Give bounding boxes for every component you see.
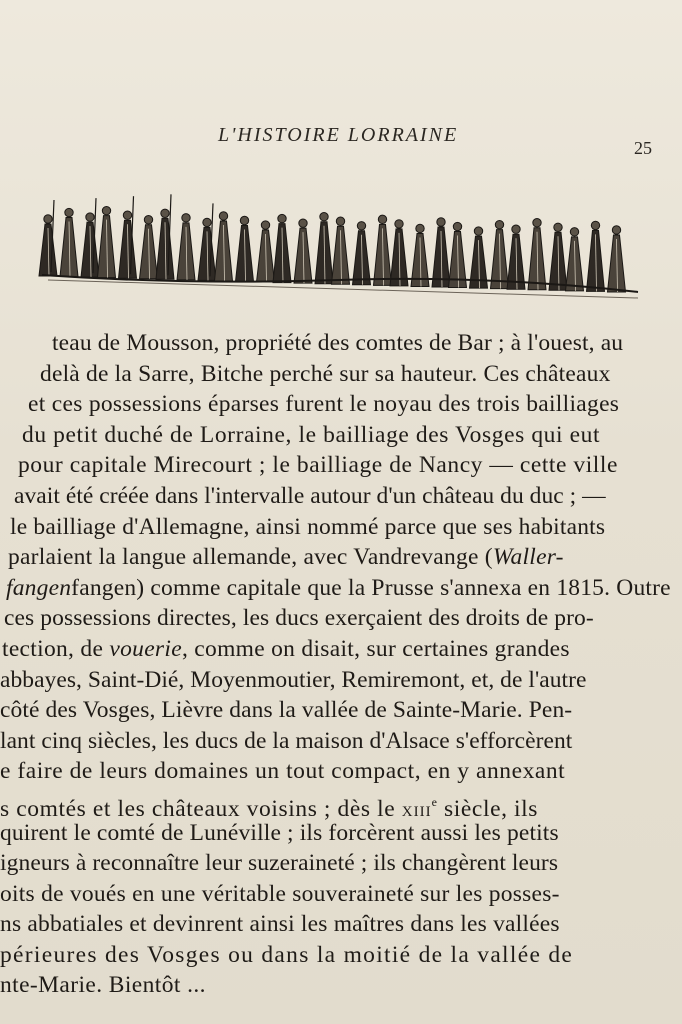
procession-figure bbox=[470, 227, 488, 288]
text-line-1: teau de Mousson, propriété des comtes de Bar ; à l'ouest, au bbox=[52, 330, 624, 356]
text-line-8-main: parlaient la langue allemande, avec Vandrevange ( bbox=[8, 544, 493, 571]
text-line-18: igneurs à reconnaître leur suzeraineté ; ils changèrent leurs bbox=[0, 850, 559, 877]
text-line-11-main: tection, de bbox=[2, 635, 110, 662]
procession-figure bbox=[411, 224, 429, 286]
procession-figure bbox=[60, 208, 78, 276]
text-line-15: e faire de leurs domaines un tout compact, en y annexant bbox=[0, 758, 566, 785]
text-line-11-rest: , comme on disait, sur certaines grandes bbox=[181, 635, 570, 662]
text-line-16 bbox=[0, 787, 682, 822]
text-line-19: oits de voués en une véritable souveraineté sur les posses- bbox=[0, 880, 560, 907]
text-line-7: le bailliage d'Allemagne, ainsi nommé parce que ses habitants bbox=[10, 513, 606, 540]
procession-figure bbox=[549, 223, 567, 290]
procession-figure bbox=[236, 216, 254, 281]
text-line-16-sup: e bbox=[431, 794, 438, 809]
procession-figure bbox=[39, 200, 57, 276]
text-line-10: ces possessions directes, les ducs exerçaient des droits de pro- bbox=[4, 605, 594, 632]
text-line-17: quirent le comté de Lunéville ; ils forcèrent aussi les petits bbox=[0, 819, 559, 846]
body-text bbox=[0, 328, 682, 1001]
text-line-16-main: s comtés et les châteaux voisins ; dès le bbox=[0, 795, 402, 822]
procession-figure bbox=[215, 212, 233, 281]
procession-figure bbox=[98, 206, 116, 277]
procession-figure bbox=[198, 203, 216, 280]
procession-engraving bbox=[38, 180, 642, 310]
text-line-9-italic: fangen bbox=[6, 574, 72, 601]
text-line-14: lant cinq siècles, les ducs de la maison d'Alsace s'efforcèrent bbox=[0, 727, 573, 754]
procession-figure bbox=[507, 225, 525, 289]
procession-figure bbox=[257, 221, 275, 282]
text-line-5: pour capitale Mirecourt ; le bailliage de Nancy — cette ville bbox=[18, 452, 618, 479]
text-line-2: delà de la Sarre, Bitche perché sur sa hauteur. Ces châteaux bbox=[40, 360, 611, 387]
text-line-8-italic: Waller- bbox=[492, 544, 564, 571]
running-head: L'HISTOIRE LORRAINE bbox=[218, 124, 459, 146]
procession-figure bbox=[566, 228, 584, 291]
procession-figure bbox=[608, 226, 626, 292]
page-number: 25 bbox=[634, 138, 652, 158]
procession-figure bbox=[374, 215, 392, 285]
procession-figure bbox=[353, 222, 371, 285]
text-line-22: nte-Marie. Bientôt ... bbox=[0, 972, 206, 999]
text-line-11 bbox=[2, 634, 682, 665]
text-line-3: et ces possessions éparses furent le noyau des trois bailliages bbox=[28, 391, 620, 418]
text-line-16-rest: siècle, ils bbox=[437, 795, 539, 822]
procession-figure bbox=[432, 218, 450, 287]
text-line-11-italic: vouerie bbox=[109, 635, 182, 662]
procession-figure bbox=[449, 222, 467, 287]
procession-figure bbox=[156, 194, 174, 279]
text-line-12: abbayes, Saint-Dié, Moyenmoutier, Remiremont, et, de l'autre bbox=[0, 666, 587, 693]
procession-figure bbox=[390, 220, 408, 286]
text-line-20: ns abbatiales et devinrent ainsi les maîtres dans les vallées bbox=[0, 911, 560, 938]
procession-figure bbox=[119, 196, 137, 278]
text-line-13: côté des Vosges, Lièvre dans la vallée de Sainte-Marie. Pen- bbox=[0, 697, 573, 724]
text-line-21: périeures des Vosges ou dans la moitié de la vallée de bbox=[0, 941, 574, 968]
text-line-6: avait été créée dans l'intervalle autour d'un château du duc ; — bbox=[14, 482, 606, 509]
procession-figure bbox=[81, 198, 99, 277]
text-line-9 bbox=[6, 573, 682, 604]
procession-figure bbox=[528, 219, 546, 290]
text-line-8 bbox=[8, 542, 682, 573]
text-line-16-century: XIII bbox=[401, 803, 432, 820]
procession-figure bbox=[332, 217, 350, 284]
procession-figure bbox=[177, 214, 195, 280]
text-line-4: du petit duché de Lorraine, le bailliage des Vosges qui eut bbox=[22, 421, 601, 448]
procession-figure bbox=[491, 220, 509, 288]
procession-figure bbox=[294, 219, 312, 283]
procession-figure bbox=[587, 221, 605, 291]
procession-figure bbox=[315, 213, 333, 284]
text-line-9-main: fangen) comme capitale que la Prusse s'annexa en 1815. Outre bbox=[71, 574, 671, 601]
procession-figure bbox=[140, 216, 158, 279]
procession-figure bbox=[273, 214, 291, 282]
